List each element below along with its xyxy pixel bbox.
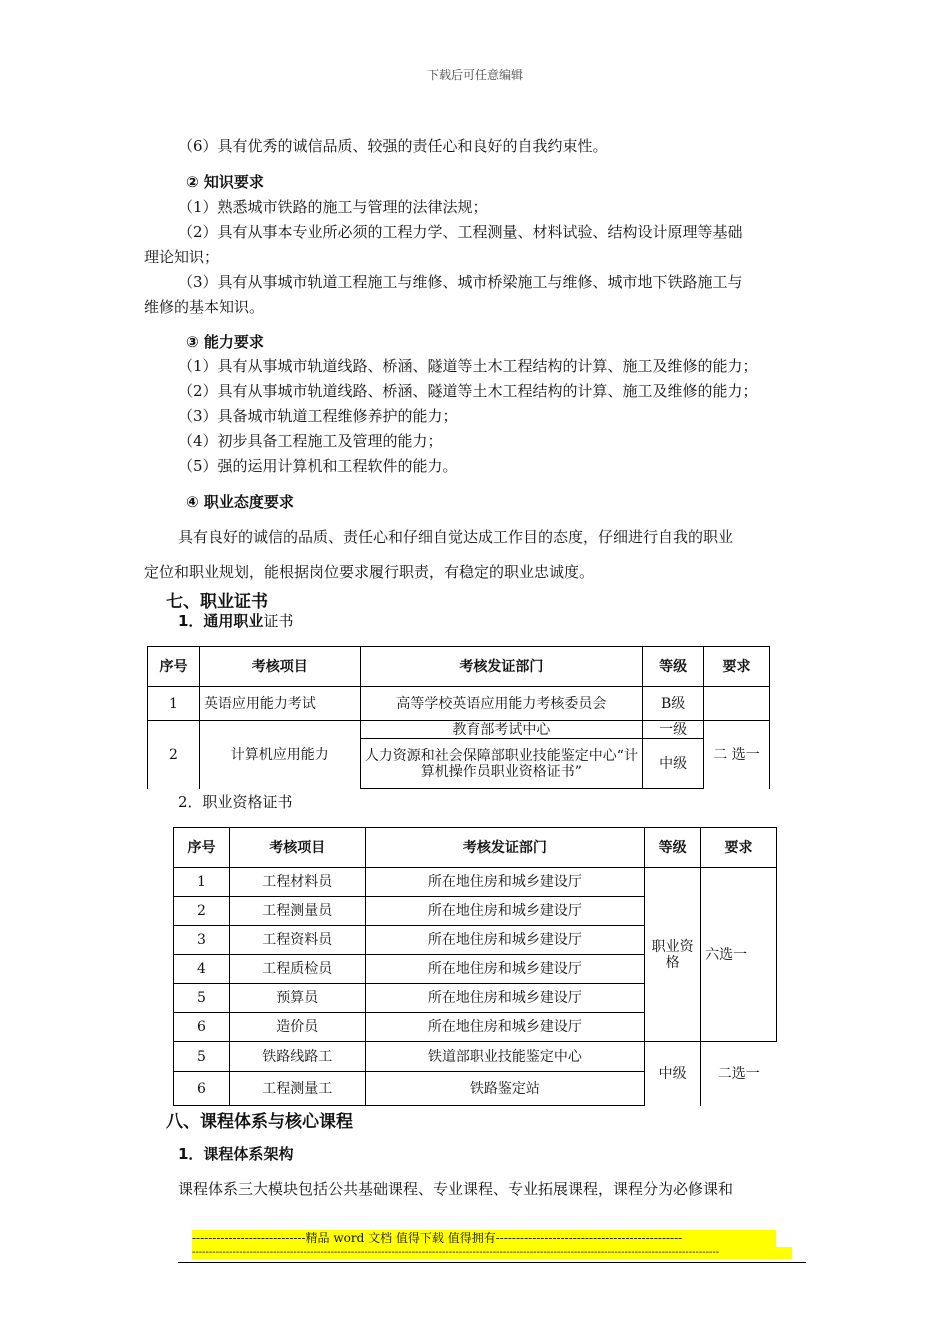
t1-r2-req: 二 选一 — [704, 721, 770, 789]
ability-item-4: （4）初步具备工程施工及管理的能力； — [178, 432, 443, 450]
t2-r8-item: 工程测量工 — [229, 1072, 365, 1106]
t2-r3-dept: 所在地住房和城乡建设厅 — [365, 926, 644, 955]
t2-r3-item: 工程资料员 — [229, 926, 365, 955]
t2-group2-req: 二选一 — [701, 1042, 777, 1106]
t2-r8-no: 6 — [174, 1072, 230, 1106]
t2-r1-dept: 所在地住房和城乡建设厅 — [365, 868, 644, 897]
t2-r6-no: 6 — [174, 1013, 230, 1042]
t2-r6-item: 造价员 — [229, 1013, 365, 1042]
subsection-8-1-heading: 1．课程体系架构 — [178, 1145, 294, 1163]
t2-r7-no: 5 — [174, 1042, 230, 1072]
section-8-heading: 八、课程体系与核心课程 — [166, 1112, 353, 1132]
t2-r2-no: 2 — [174, 897, 230, 926]
t1-r1-req — [704, 687, 770, 721]
ability-item-3: （3）具备城市轨道工程维修养护的能力； — [178, 407, 458, 425]
t2-header-req: 要求 — [701, 828, 777, 868]
page-header: 下载后可任意编辑 — [426, 68, 523, 82]
t2-group1-level: 职业资格 — [645, 868, 701, 1042]
footer-banner: ----------------------------精品 word 文档 值得下载 值得拥有---------------------------------------------- — [192, 1230, 776, 1247]
knowledge-item-3-cont: 维修的基本知识。 — [144, 298, 265, 316]
knowledge-item-2-cont: 理论知识； — [144, 248, 220, 266]
knowledge-item-1: （1）熟悉城市铁路的施工与管理的法律法规； — [178, 198, 488, 216]
t1-r2-no: 2 — [148, 721, 200, 789]
t2-r5-no: 5 — [174, 984, 230, 1013]
t2-group1-req: 六选一 — [701, 868, 777, 1042]
t2-r2-dept: 所在地住房和城乡建设厅 — [365, 897, 644, 926]
t1-header-dept: 考核发证部门 — [360, 647, 643, 687]
knowledge-heading: ② 知识要求 — [186, 173, 264, 191]
qualification-certificate-table — [173, 827, 777, 1106]
table-row — [174, 868, 777, 897]
para-req-6: （6）具有优秀的诚信品质、较强的责任心和良好的自我约束性。 — [178, 137, 608, 155]
ability-item-5: （5）强的运用计算机和工程软件的能力。 — [178, 457, 458, 475]
t1-r2-item: 计算机应用能力 — [199, 721, 360, 789]
attitude-text-cont: 定位和职业规划，能根据岗位要求履行职责，有稳定的职业忠诚度。 — [144, 563, 595, 581]
t2-r4-item: 工程质检员 — [229, 955, 365, 984]
t1-r1-no: 1 — [148, 687, 200, 721]
t2-r5-dept: 所在地住房和城乡建设厅 — [365, 984, 644, 1013]
t2-header-item: 考核项目 — [229, 828, 365, 868]
t2-r1-item: 工程材料员 — [229, 868, 365, 897]
t1-r1-item: 英语应用能力考试 — [199, 687, 360, 721]
t1-header-req: 要求 — [704, 647, 770, 687]
ability-item-2: （2）具有从事城市轨道线路、桥涵、隧道等土木工程结构的计算、施工及维修的能力； — [178, 382, 758, 400]
table-row — [174, 1042, 777, 1072]
subsection-1-bold: 1．通用职业 — [178, 612, 264, 630]
subsection-2-heading: 2．职业资格证书 — [178, 793, 293, 811]
t1-header-no: 序号 — [148, 647, 200, 687]
footer-dashes: ------------------------------------------------------------------------------------------------------------------------------------------------------------ — [192, 1247, 792, 1259]
table-row — [148, 687, 770, 721]
attitude-heading: ④ 职业态度要求 — [186, 493, 294, 511]
subsection-1-heading — [178, 610, 293, 632]
t2-r3-no: 3 — [174, 926, 230, 955]
t2-r5-item: 预算员 — [229, 984, 365, 1013]
t2-group2-level: 中级 — [645, 1042, 701, 1106]
ability-item-1: （1）具有从事城市轨道线路、桥涵、隧道等土木工程结构的计算、施工及维修的能力； — [178, 357, 758, 375]
t1-header-level: 等级 — [643, 647, 704, 687]
t2-r7-dept: 铁道部职业技能鉴定中心 — [365, 1042, 644, 1072]
t2-r4-no: 4 — [174, 955, 230, 984]
t2-r7-item: 铁路线路工 — [229, 1042, 365, 1072]
t2-r6-dept: 所在地住房和城乡建设厅 — [365, 1013, 644, 1042]
t1-r2-level-a: 一级 — [643, 721, 704, 739]
section-7-heading: 七、职业证书 — [166, 592, 268, 612]
t2-header-dept: 考核发证部门 — [365, 828, 644, 868]
t1-r2-dept-b: 人力资源和社会保障部职业技能鉴定中心“计算机操作员职业资格证书” — [360, 739, 643, 789]
t2-r4-dept: 所在地住房和城乡建设厅 — [365, 955, 644, 984]
curriculum-text: 课程体系三大模块包括公共基础课程、专业课程、专业拓展课程，课程分为必修课和 — [178, 1180, 734, 1198]
t1-r1-dept: 高等学校英语应用能力考核委员会 — [360, 687, 643, 721]
subsection-1-rest: 证书 — [263, 612, 294, 630]
t2-header-level: 等级 — [645, 828, 701, 868]
t2-r1-no: 1 — [174, 868, 230, 897]
t1-r2-level-b: 中级 — [643, 739, 704, 789]
ability-heading: ③ 能力要求 — [186, 333, 264, 351]
knowledge-item-3: （3）具有从事城市轨道工程施工与维修、城市桥梁施工与维修、城市地下铁路施工与 — [178, 273, 743, 291]
t2-header-no: 序号 — [174, 828, 230, 868]
t1-r2-dept-a: 教育部考试中心 — [360, 721, 643, 739]
t2-r8-dept: 铁路鉴定站 — [365, 1072, 644, 1106]
table-row — [148, 721, 770, 739]
general-certificate-table — [147, 646, 770, 789]
footer-rule — [178, 1262, 806, 1263]
t1-r1-level: B级 — [643, 687, 704, 721]
attitude-text: 具有良好的诚信的品质、责任心和仔细自觉达成工作目的态度，仔细进行自我的职业 — [178, 528, 734, 546]
t2-r2-item: 工程测量员 — [229, 897, 365, 926]
knowledge-item-2: （2）具有从事本专业所必须的工程力学、工程测量、材料试验、结构设计原理等基础 — [178, 223, 743, 241]
t1-header-item: 考核项目 — [199, 647, 360, 687]
